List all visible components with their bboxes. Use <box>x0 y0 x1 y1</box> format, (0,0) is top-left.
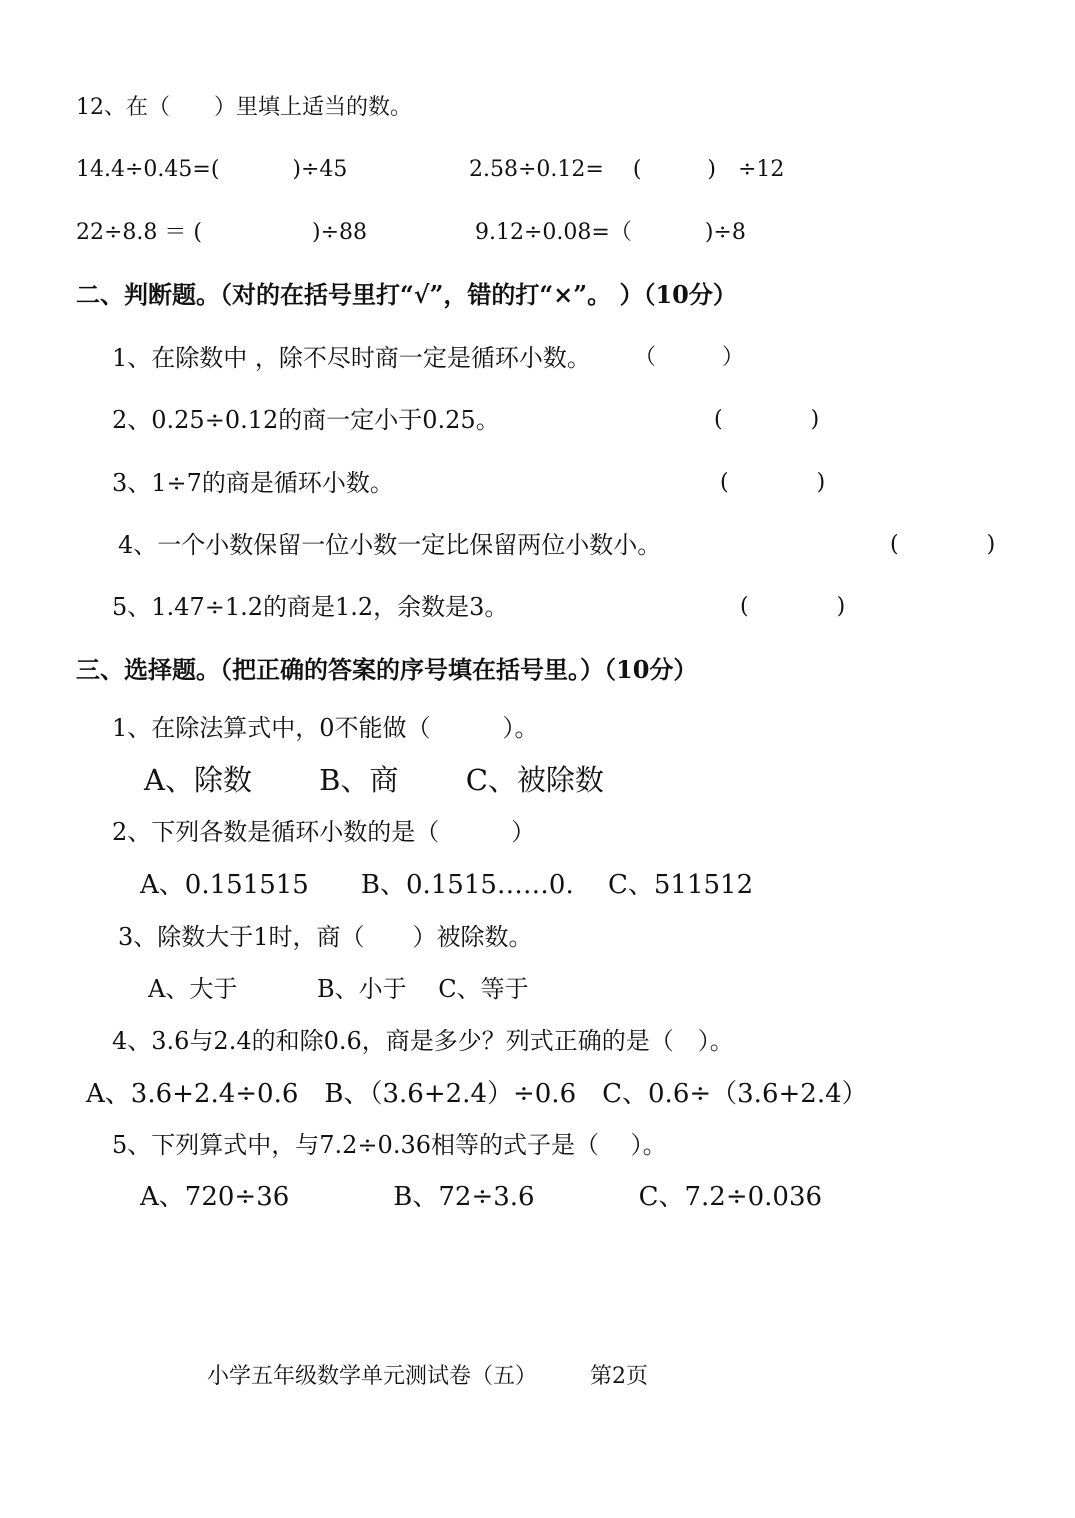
judge-paren-2: ( ) <box>714 407 820 432</box>
judge-item-1: 1、在除数中 ，除不尽时商一定是循环小数。 <box>112 344 591 372</box>
choice-q3-options: A、大于 B、小于 C、等于 <box>148 975 529 1003</box>
footer-page-number: 第2页 <box>590 1364 648 1389</box>
judge-item-3: 3、1÷7的商是循环小数。 <box>112 469 394 497</box>
q12-equation-3: 22÷8.8 ＝ ( )÷88 <box>76 220 367 245</box>
judge-item-5: 5、1.47÷1.2的商是1.2，余数是3。 <box>112 593 509 621</box>
choice-q2-stem: 2、下列各数是循环小数的是（ ） <box>112 818 536 846</box>
judge-item-2: 2、0.25÷0.12的商一定小于0.25。 <box>112 406 500 434</box>
q12-title: 12、在（ ）里填上适当的数。 <box>76 95 412 120</box>
footer-title: 小学五年级数学单元测试卷（五） <box>207 1364 538 1389</box>
choice-q1-options: A、除数 B、商 C、被除数 <box>144 763 604 797</box>
choice-q1-stem: 1、在除法算式中，0不能做（ ）。 <box>112 714 539 742</box>
choice-q3-stem: 3、除数大于1时，商（ ）被除数。 <box>118 923 533 951</box>
choice-q4-options: A、3.6+2.4÷0.6 B、（3.6+2.4）÷0.6 C、0.6÷（3.6+2.4） <box>86 1079 868 1109</box>
section2-heading: 二、判断题。（对的在括号里打“√”，错的打“×”。 ）（10分） <box>76 280 737 309</box>
judge-item-4: 4、一个小数保留一位小数一定比保留两位小数小。 <box>118 531 662 559</box>
judge-paren-1: （ ） <box>634 345 745 370</box>
judge-paren-3: ( ) <box>720 470 826 495</box>
q12-equation-4: 9.12÷0.08=（ )÷8 <box>475 220 746 245</box>
choice-q5-stem: 5、下列算式中，与7.2÷0.36相等的式子是（ ）。 <box>112 1131 667 1159</box>
judge-paren-5: ( ) <box>740 594 846 619</box>
choice-q2-options: A、0.151515 B、0.1515……0. C、511512 <box>140 870 754 900</box>
q12-equation-1: 14.4÷0.45=( )÷45 <box>76 157 348 182</box>
q12-equation-2: 2.58÷0.12= ( ) ÷12 <box>469 157 785 182</box>
section3-heading: 三、选择题。（把正确的答案的序号填在括号里。）（10分） <box>76 655 698 684</box>
judge-paren-4: ( ) <box>890 532 996 557</box>
choice-q5-options: A、720÷36 B、72÷3.6 C、7.2÷0.036 <box>140 1182 823 1212</box>
choice-q4-stem: 4、3.6与2.4的和除0.6，商是多少？列式正确的是（ ）。 <box>112 1027 734 1055</box>
